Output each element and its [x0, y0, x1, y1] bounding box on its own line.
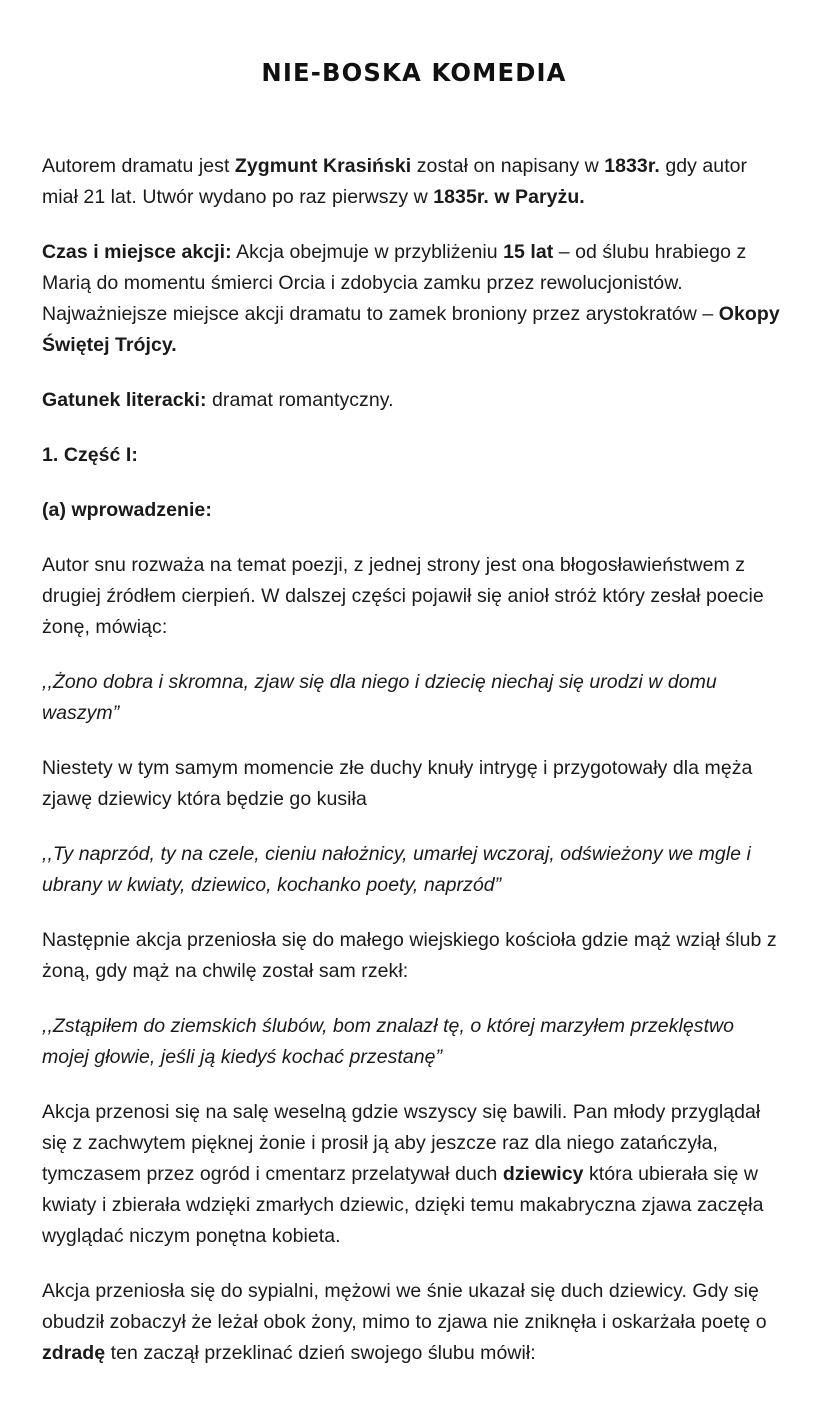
text-run: Autor snu rozważa na temat poezji, z jednej strony jest ona błogosławieństwem z drugiej źródłem cierpień. W dalszej części pojawił się anioł stróż który zesłał poecie żonę, mówiąc: [42, 554, 764, 638]
emphasized-text: Zygmunt Krasiński [234, 155, 412, 177]
emphasized-text: 1. Część I: [42, 444, 138, 466]
paragraph-time-and-place [42, 237, 786, 361]
paragraph-quote-husband [42, 1011, 786, 1073]
paragraph-genre [42, 385, 786, 416]
text-run: Następnie akcja przeniosła się do małego wiejskiego kościoła gdzie mąż wziął ślub z żoną, gdy mąż na chwilę został sam rzekł: [42, 929, 777, 982]
emphasized-text: Gatunek literacki: [42, 389, 207, 411]
text-run: ten zaczął przeklinać dzień swojego ślubu mówił: [105, 1342, 536, 1364]
text-run: ,,Ty naprzód, ty na czele, cieniu nałożnicy, umarłej wczoraj, odświeżony we mgle i ubrany w kwiaty, dziewico, kochanko poety, naprzód” [42, 843, 751, 896]
paragraph-intro-author [42, 151, 786, 213]
paragraph-subsection-a-heading [42, 495, 786, 526]
paragraph-quote-maiden [42, 839, 786, 901]
document-body [42, 151, 786, 1369]
text-run: Niestety w tym samym momencie złe duchy knuły intrygę i przygotowały dla męża zjawę dziewicy która będzie go kusiła [42, 757, 753, 810]
emphasized-text: 1833r. [604, 155, 660, 177]
text-run: która ubierała się w kwiaty i zbierała wdzięki zmarłych dziewic, dzięki temu makabryczna zjawa zaczęła wyglądać niczym ponętna kobieta. [42, 1163, 764, 1247]
emphasized-text: dziewicy [502, 1163, 584, 1185]
paragraph-evil-spirits [42, 753, 786, 815]
paragraph-bedroom-scene [42, 1276, 786, 1369]
emphasized-text: Czas i miejsce akcji: [42, 241, 232, 263]
text-run: ,,Zstąpiłem do ziemskich ślubów, bom znalazł tę, o której marzyłem przeklęstwo mojej głowie, jeśli ją kiedyś kochać przestanę” [42, 1015, 735, 1068]
text-run: Akcja przeniosła się do sypialni, mężowi we śnie ukazał się duch dziewicy. Gdy się obudził zobaczył że leżał obok żony, mimo to zjawa nie zniknęła i oskarżała poetę o [42, 1280, 767, 1333]
text-run: został on napisany w [411, 155, 605, 177]
text-run: Autorem dramatu jest [42, 155, 235, 177]
text-run: Akcja przenosi się na salę weselną gdzie wszyscy się bawili. Pan młody przyglądał się z zachwytem pięknej żonie i prosił ją aby jeszcze raz dla niego zatańczyła, tymczasem przez ogród i cmentarz przelatywał duch [42, 1101, 761, 1185]
paragraph-quote-angel [42, 667, 786, 729]
paragraph-dream-poetry [42, 550, 786, 643]
text-run: gdy autor miał 21 lat. Utwór wydano po raz pierwszy w [42, 155, 748, 208]
emphasized-text: (a) wprowadzenie: [42, 499, 212, 521]
page-title: NIE-BOSKA KOMEDIA [261, 58, 567, 87]
emphasized-text: zdradę [42, 1342, 106, 1364]
paragraph-part-one-heading [42, 440, 786, 471]
text-run: – od ślubu hrabiego z Marią do momentu śmierci Orcia i zdobycia zamku przez rewolucjonistów. Najważniejsze miejsce akcji dramatu to zamek broniony przez arystokratów – [42, 241, 747, 325]
paragraph-wedding-church [42, 925, 786, 987]
text-run: ,,Żono dobra i skromna, zjaw się dla niego i dziecię niechaj się urodzi w domu waszym” [42, 671, 717, 724]
emphasized-text: 15 lat [503, 241, 554, 263]
emphasized-text: Okopy Świętej Trójcy. [42, 303, 780, 356]
text-run: dramat romantyczny. [206, 389, 394, 411]
emphasized-text: 1835r. w Paryżu. [433, 186, 585, 208]
paragraph-wedding-hall [42, 1097, 786, 1252]
text-run: Akcja obejmuje w przybliżeniu [231, 241, 504, 263]
